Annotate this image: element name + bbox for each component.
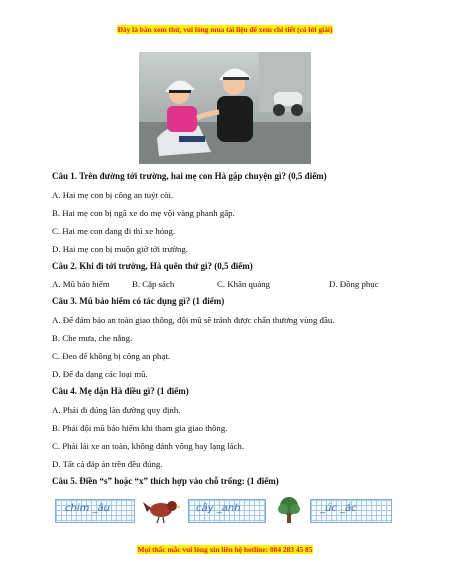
q4-option-a: A. Phải đi đúng làn đường quy định.	[52, 405, 181, 415]
tree-icon	[275, 496, 303, 529]
question-4-title: Câu 4. Mẹ dặn Hà điều gì? (1 điểm)	[52, 386, 189, 396]
question-2-title: Câu 2. Khi đi tới trường, Hà quên thứ gì? (0,5 điểm)	[52, 261, 253, 271]
q3-option-c: C. Đeo để không bị công an phạt.	[52, 351, 171, 361]
q3-option-b: B. Che mưa, che nắng.	[52, 333, 133, 343]
hotline-banner: Mọi thắc mắc vui lòng xin liên hệ hotline: 084 283 45 85	[137, 545, 313, 554]
fill-word-2-text: cây _anh	[196, 503, 241, 514]
q1-option-d: D. Hai mẹ con bị muộn giờ tới trường.	[52, 244, 188, 254]
question-5-title: Câu 5. Điền “s” hoặc “x” thích hợp vào chỗ trống: (1 điểm)	[52, 476, 279, 486]
preview-banner: Đây là bản xem thử, vui lòng mua tài liệu để xem chi tiết (có lời giải)	[117, 25, 333, 34]
question-1-title: Câu 1. Trên đường tới trường, hai mẹ con Hà gặp chuyện gì? (0,5 điểm)	[52, 171, 327, 181]
q1-option-b: B. Hai mẹ con bị ngã xe do mẹ vội vàng phanh gấp.	[52, 208, 235, 218]
question-3-title: Câu 3. Mũ bảo hiểm có tác dụng gì? (1 điểm)	[52, 296, 225, 306]
q4-option-c: C. Phải lái xe an toàn, không đánh võng hay lạng lách.	[52, 441, 245, 451]
q2-option-a: A. Mũ bảo hiểm	[52, 279, 110, 289]
q4-option-d: D. Tất cả đáp án trên đều đúng.	[52, 459, 163, 469]
q2-option-c: C. Khăn quàng	[217, 279, 271, 289]
q1-option-c: C. Hai mẹ con đang đi thì xe hỏng.	[52, 226, 176, 236]
fill-word-2	[188, 495, 268, 527]
fill-word-3	[310, 495, 392, 527]
fill-word-1	[55, 495, 135, 527]
mother-child-helmet-photo	[139, 52, 311, 164]
q2-option-d: D. Đồng phục	[329, 279, 379, 289]
q2-options-row	[52, 279, 392, 291]
q1-option-a: A. Hai mẹ con bị công an tuýt còi.	[52, 190, 174, 200]
q3-option-d: D. Để đa dạng các loại mũ.	[52, 369, 148, 379]
q2-option-b: B. Cặp sách	[132, 279, 175, 289]
fill-word-3-text: _úc _ắc	[320, 503, 357, 514]
fill-word-1-text: chim _âu	[65, 503, 110, 514]
bird-icon	[143, 496, 183, 529]
q3-option-a: A. Để đảm bảo an toàn giao thông, đội mũ sẽ tránh được chấn thương vùng đầu.	[52, 315, 335, 325]
q4-option-b: B. Phải đội mũ bảo hiểm khi tham gia giao thông.	[52, 423, 228, 433]
